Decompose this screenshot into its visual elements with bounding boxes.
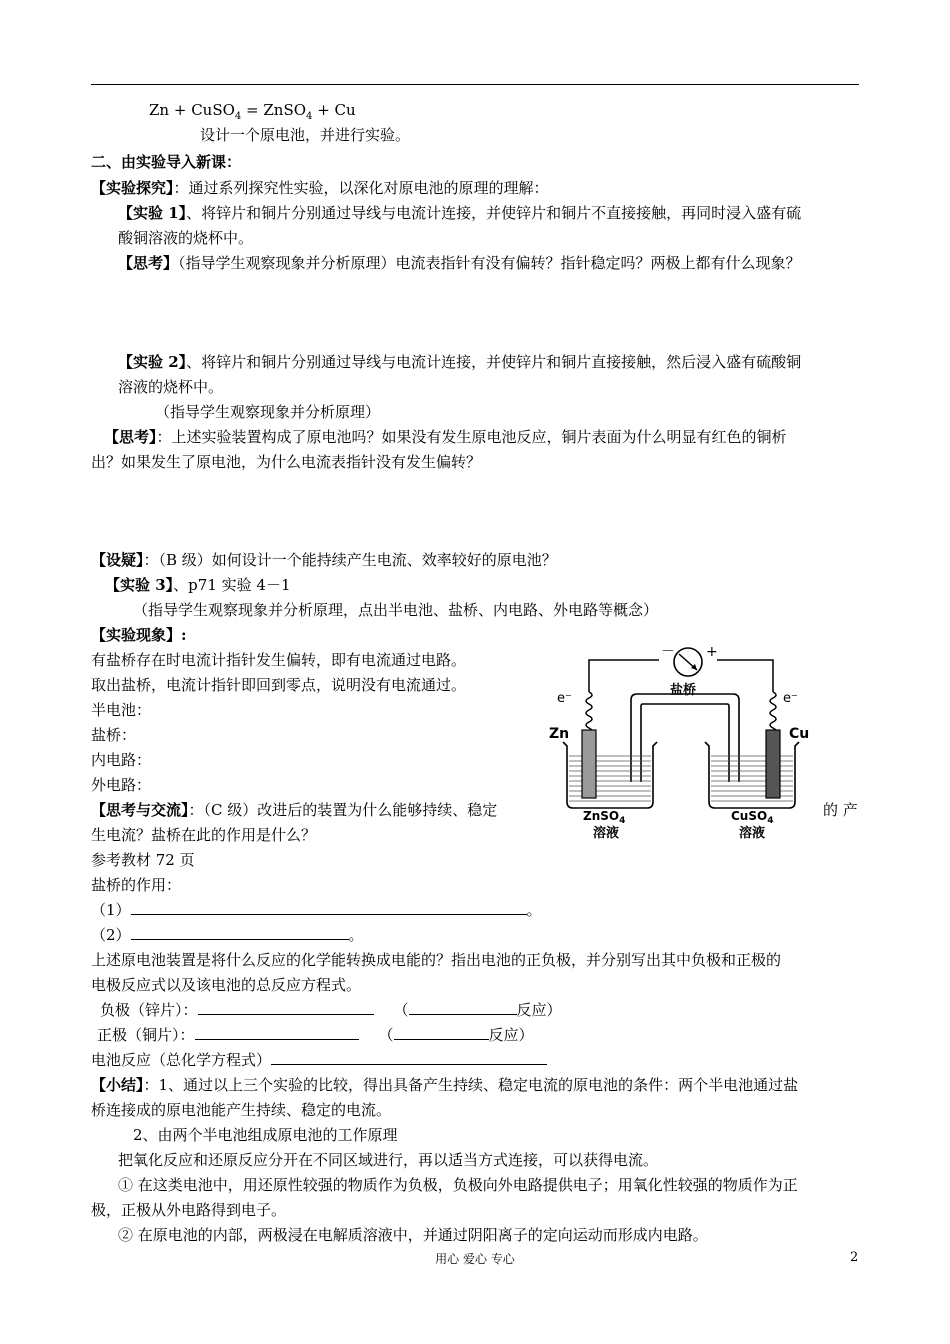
summary-question-line1: 上述原电池装置是将什么反应的化学能转换成电能的？指出电池的正负极，并分别写出其中负极和正极的 bbox=[91, 951, 782, 969]
think-1: 【思考】（指导学生观察现象并分析原理）电流表指针有没有偏转？指针稳定吗？两极上都有什么现象？ bbox=[118, 254, 801, 272]
explore-paragraph: 【实验探究】：通过系列探究性实验，以深化对原电池的原理的理解： bbox=[91, 179, 549, 197]
experiment-2-guide: （指导学生观察现象并分析原理） bbox=[155, 403, 381, 421]
footer-motto: 用心 爱心 专心 bbox=[435, 1252, 515, 1266]
negative-terminal: － bbox=[661, 644, 675, 660]
galvanic-cell-diagram bbox=[545, 642, 830, 842]
phenomenon-line2: 取出盐桥，电流计指针即回到零点，说明没有电流通过。 bbox=[91, 676, 467, 694]
half-cell-label: 半电池： bbox=[91, 701, 152, 719]
bridge-role-item1: （1） 。 bbox=[91, 901, 542, 919]
negative-electrode-row: 负极（锌片）： （ 反应） bbox=[100, 1001, 562, 1019]
experiment-3: 【实验 3】、p71 实验 4－1 bbox=[105, 576, 291, 594]
positive-terminal: + bbox=[706, 644, 718, 660]
think-2-line2: 出？如果发生了原电池，为什么电流表指针没有发生偏转？ bbox=[91, 453, 482, 471]
positive-electrode-row: 正极（铜片）： （ 反应） bbox=[97, 1026, 534, 1044]
left-beaker bbox=[563, 742, 657, 808]
experiment-1-line2: 酸铜溶液的烧杯中。 bbox=[118, 229, 254, 247]
zn-label: Zn bbox=[549, 726, 570, 742]
design-task: 设计一个原电池，并进行实验。 bbox=[200, 126, 411, 144]
answer-blank[interactable] bbox=[409, 1000, 517, 1015]
question-line: 【设疑】：（B 级）如何设计一个能持续产生电流、效率较好的原电池？ bbox=[91, 551, 557, 569]
right-wire-coil bbox=[770, 692, 776, 734]
salt-bridge-tube bbox=[631, 694, 739, 782]
conclusion-point2: 2、由两个半电池组成原电池的工作原理 bbox=[133, 1126, 398, 1144]
conclusion-line2: 桥连接成的原电池能产生持续、稳定的电流。 bbox=[91, 1101, 392, 1119]
copper-electrode bbox=[766, 730, 780, 798]
answer-blank[interactable] bbox=[394, 1025, 489, 1040]
conclusion-line1: 【小结】：1、通过以上三个实验的比较，得出具备产生持续、稳定电流的原电池的条件：两个半电池通过盐 bbox=[91, 1076, 799, 1094]
right-beaker bbox=[705, 742, 799, 808]
cu-label: Cu bbox=[789, 726, 810, 742]
salt-bridge-caption: 盐桥 bbox=[670, 683, 697, 698]
discuss-line1: 【思考与交流】：（C 级）改进后的装置为什么能够持续、稳定 bbox=[91, 801, 498, 819]
electron-left: e⁻ bbox=[557, 691, 572, 706]
answer-blank[interactable] bbox=[271, 1050, 547, 1065]
principle-2: ② 在原电池的内部，两极浸在电解质溶液中，并通过阴阳离子的定向运动而形成内电路。 bbox=[118, 1226, 708, 1244]
outer-circuit-label: 外电路： bbox=[91, 776, 152, 794]
experiment-1-line1: 【实验 1】、将锌片和铜片分别通过导线与电流计连接，并使锌片和铜片不直接接触，再同时浸入盛有硫 bbox=[118, 204, 802, 222]
bridge-role-item2: （2） 。 bbox=[91, 926, 364, 944]
znso4-label: ZnSO$_4$ bbox=[583, 809, 626, 826]
conclusion-principle: 把氧化反应和还原反应分开在不同区域进行，再以适当方式连接，可以获得电流。 bbox=[118, 1151, 659, 1169]
textbook-reference: 参考教材 72 页 bbox=[91, 851, 195, 869]
page-number: 2 bbox=[850, 1250, 859, 1265]
electron-right: e⁻ bbox=[783, 691, 798, 706]
bridge-role-title: 盐桥的作用： bbox=[91, 876, 182, 894]
right-solution-word: 溶液 bbox=[739, 826, 766, 841]
discuss-line2: 生电流？盐桥在此的作用是什么？ bbox=[91, 826, 317, 844]
header-rule bbox=[91, 84, 859, 85]
experiment-2-line2: 溶液的烧杯中。 bbox=[118, 378, 224, 396]
reaction-equation: Zn + CuSO$_4$ = ZnSO$_4$ + Cu bbox=[149, 101, 356, 122]
zinc-electrode bbox=[582, 730, 596, 798]
principle-1-line1: ① 在这类电池中，用还原性较强的物质作为负极，负极向外电路提供电子；用氧化性较强的物质作为正 bbox=[118, 1176, 798, 1194]
experiment-3-guide: （指导学生观察现象并分析原理，点出半电池、盐桥、内电路、外电路等概念） bbox=[133, 601, 659, 619]
phenomenon-line1: 有盐桥存在时电流计指针发生偏转，即有电流通过电路。 bbox=[91, 651, 467, 669]
cell-reaction-row: 电池反应（总化学方程式） bbox=[91, 1050, 547, 1070]
left-wire-coil bbox=[586, 692, 592, 734]
think-2-line1: 【思考】：上述实验装置构成了原电池吗？如果没有发生原电池反应，铜片表面为什么明显有红色的铜析 bbox=[104, 428, 787, 446]
principle-1-line2: 极，正极从外电路得到电子。 bbox=[91, 1201, 287, 1219]
answer-blank[interactable] bbox=[198, 1000, 374, 1015]
experiment-2-line1: 【实验 2】、将锌片和铜片分别通过导线与电流计连接，并使锌片和铜片直接接触，然后浸入盛有硫酸铜 bbox=[118, 353, 802, 371]
phenomenon-heading: 【实验现象】: bbox=[91, 626, 187, 644]
discuss-line1-end: 的 产 bbox=[823, 801, 858, 819]
answer-blank[interactable] bbox=[195, 1025, 359, 1040]
answer-blank[interactable] bbox=[131, 925, 349, 940]
left-solution-word: 溶液 bbox=[593, 826, 620, 841]
answer-blank[interactable] bbox=[131, 900, 527, 915]
section-heading: 二、由实验导入新课： bbox=[91, 153, 242, 171]
cuso4-label: CuSO$_4$ bbox=[731, 809, 774, 826]
inner-circuit-label: 内电路： bbox=[91, 751, 152, 769]
summary-question-line2: 电极反应式以及该电池的总反应方程式。 bbox=[91, 976, 362, 994]
salt-bridge-label: 盐桥： bbox=[91, 726, 137, 744]
